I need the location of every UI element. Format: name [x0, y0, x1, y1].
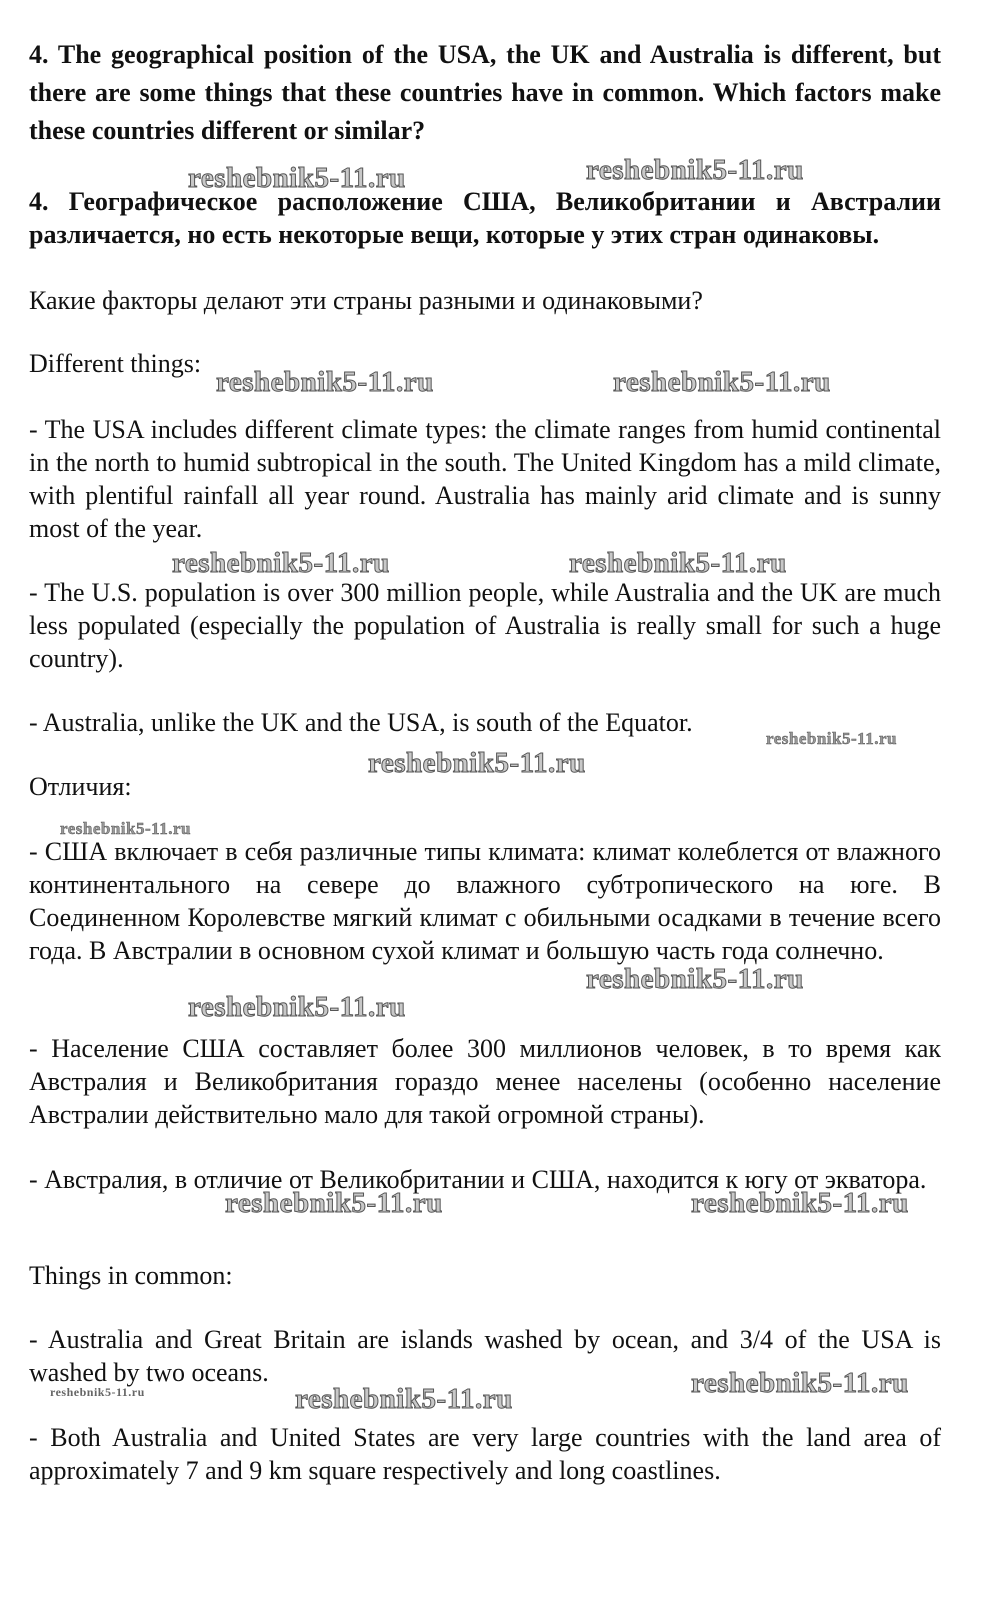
question-russian: 4. Географическое расположение США, Великобритании и Австралии различается, но есть некоторые вещи, которые у этих стран одинаковы. — [29, 187, 941, 249]
watermark: reshebnik5-11.ru — [188, 162, 406, 194]
different-item-1: - The USA includes different climate types: the climate ranges from humid continental in the north to humid subtropical in the south. The United Kingdom has a mild climate, with plentiful rainfall all year round. Australia has mainly arid climate and is sunny most of the year. — [29, 415, 941, 543]
watermark: reshebnik5-11.ru — [188, 991, 406, 1023]
watermark: reshebnik5-11.ru — [586, 154, 804, 186]
watermark: reshebnik5-11.ru — [586, 963, 804, 995]
watermark: reshebnik5-11.ru — [368, 747, 586, 779]
watermark: reshebnik5-11.ru — [225, 1187, 443, 1219]
watermark: reshebnik5-11.ru — [691, 1367, 909, 1399]
different-ru-item-3: - Австралия, в отличие от Великобритании и США, находится к югу от экватора. — [29, 1165, 927, 1194]
watermark: reshebnik5-11.ru — [295, 1383, 513, 1415]
question-english: 4. The geographical position of the USA, the UK and Australia is different, but there are some things that these countries have in common. Which factors make these countries different or similar? — [29, 40, 941, 145]
watermark: reshebnik5-11.ru — [216, 366, 434, 398]
different-item-3: - Australia, unlike the UK and the USA, is south of the Equator. — [29, 708, 693, 737]
watermark: reshebnik5-11.ru — [613, 366, 831, 398]
watermark: reshebnik5-11.ru — [691, 1187, 909, 1219]
different-item-2: - The U.S. population is over 300 million people, while Australia and the UK are much less populated (especially the population of Australia is really small for such a huge country). — [29, 578, 941, 673]
watermark: reshebnik5-11.ru — [50, 1385, 145, 1399]
watermark: reshebnik5-11.ru — [60, 819, 191, 838]
different-ru-item-2: - Население США составляет более 300 миллионов человек, в то время как Австралия и Великобритания гораздо менее населены (особенно население Австралии действительно мало для такой огромной страны). — [29, 1034, 941, 1129]
common-heading: Things in common: — [29, 1261, 233, 1290]
different-ru-item-1: - США включает в себя различные типы климата: климат колеблется от влажного континентального на севере до влажного субтропического на юге. В Соединенном Королевстве мягкий климат с обильными осадками в течение всего года. В Австралии в основном сухой климат и большую часть года солнечно. — [29, 837, 941, 965]
different-heading-ru: Отличия: — [29, 772, 132, 801]
different-heading: Different things: — [29, 349, 202, 378]
watermark: reshebnik5-11.ru — [569, 547, 787, 579]
question-russian-sub: Какие факторы делают эти страны разными и одинаковыми? — [29, 286, 703, 315]
common-item-1: - Australia and Great Britain are islands washed by ocean, and 3/4 of the USA is washed by two oceans. — [29, 1325, 941, 1387]
common-item-2: - Both Australia and United States are very large countries with the land area of approximately 7 and 9 km square respectively and long coastlines. — [29, 1423, 941, 1485]
watermark: reshebnik5-11.ru — [172, 547, 390, 579]
watermark: reshebnik5-11.ru — [766, 729, 897, 748]
